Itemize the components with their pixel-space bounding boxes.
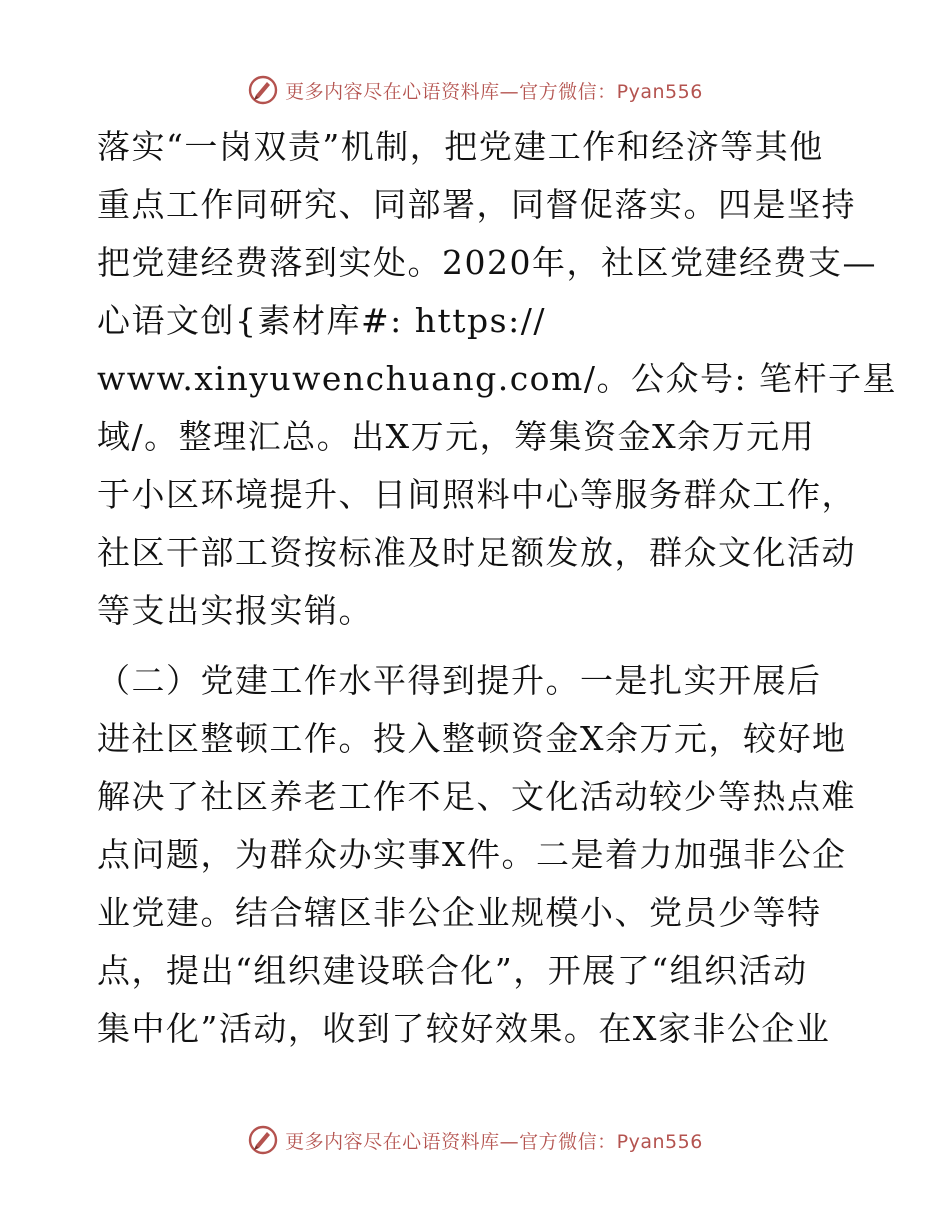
- text-line: 解决了社区养老工作不足、文化活动较少等热点难: [97, 777, 856, 816]
- header-banner: [0, 70, 950, 110]
- text-line: 集中化”活动，收到了较好效果。在X家非公企业: [97, 1009, 831, 1048]
- text-line: 点，提出“组织建设联合化”，开展了“组织活动: [97, 951, 808, 990]
- text-line: 落实“一岗双责”机制，把党建工作和经济等其他: [97, 127, 824, 166]
- text-line: （二）党建工作水平得到提升。一是扎实开展后: [97, 661, 822, 700]
- text-line: 进社区整顿工作。投入整顿资金X余万元，较好地: [97, 719, 847, 758]
- text-line: www.xinyuwenchuang.com/。公众号: 笔杆子星: [97, 359, 898, 398]
- brand-logo-icon: [247, 74, 279, 106]
- text-line: 业党建。结合辖区非公企业规模小、党员少等特: [97, 893, 822, 932]
- text-line: 社区干部工资按标准及时足额发放，群众文化活动: [97, 533, 856, 572]
- text-line: 点问题，为群众办实事X件。二是着力加强非公企: [97, 835, 847, 874]
- brand-logo-icon: [247, 1124, 279, 1156]
- paragraph-2: [97, 652, 857, 1058]
- paragraph-1: [97, 118, 898, 640]
- text-line: 于小区环境提升、日间照料中心等服务群众工作，: [97, 475, 856, 514]
- document-body: [97, 118, 898, 1058]
- text-line: 域/。整理汇总。出X万元，筹集资金X余万元用: [97, 417, 816, 456]
- footer-banner: [0, 1120, 950, 1160]
- header-banner-text: 更多内容尽在心语资料库—官方微信：Pyan556: [285, 80, 703, 103]
- text-line: 等支出实报实销。: [97, 591, 373, 630]
- text-line: 把党建经费落到实处。2020年，社区党建经费支—: [97, 243, 877, 282]
- text-line: 重点工作同研究、同部署，同督促落实。四是坚持: [97, 185, 856, 224]
- footer-banner-text: 更多内容尽在心语资料库—官方微信：Pyan556: [285, 1130, 703, 1153]
- text-line: 心语文创{素材库#: https://: [97, 301, 546, 340]
